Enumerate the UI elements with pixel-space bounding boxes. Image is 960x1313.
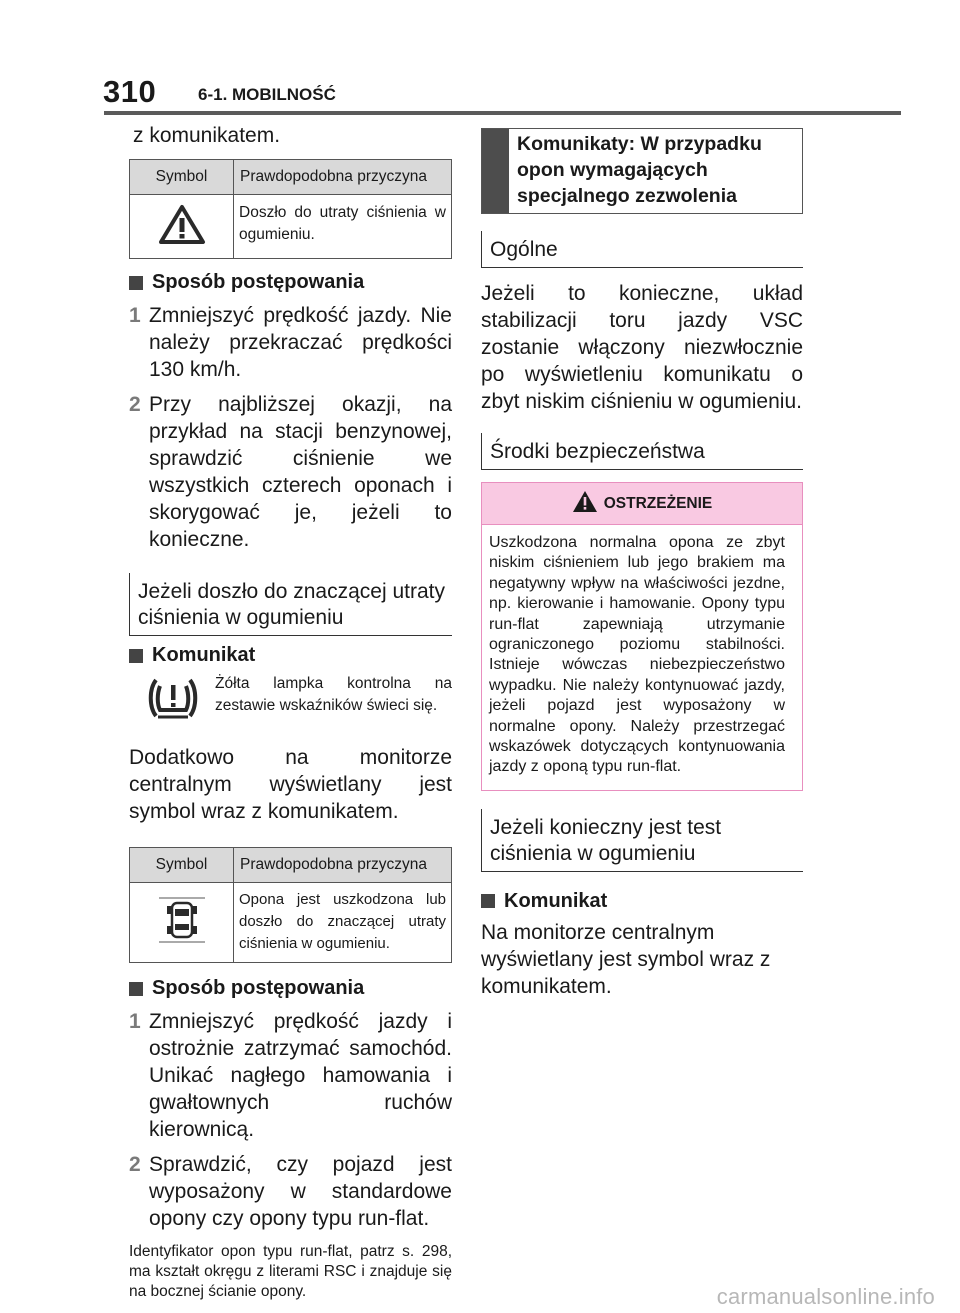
table-header-cause: Prawdopodobna przyczyna [234, 848, 452, 883]
warning-text: Uszkodzona normalna opona ze zbyt niskim ciśnieniem lub jego brakiem ma negatywny wpływ na właściwości jezdne, np. kierowanie i hamowanie. Opony typu run-flat zapewniają utrzymanie ograniczonego poziomu stabilności. Istnieje wówczas niebezpieczeństwo wypadku. Nie należy kontynuować jazdy, jeżeli pojazd jest wyposażony w normalne opony. Należy przestrzegać wskazówek dotyczących kontynuowania jazdy z oponą typu run-flat. [489, 534, 785, 776]
step-item [129, 302, 452, 383]
car-tire-damage-icon [130, 883, 234, 963]
lamp-text: Żółta lampka kontrolna na zestawie wskaźników świeci się. [215, 675, 452, 714]
bullet-square-icon [129, 276, 143, 290]
subheading-general: Ogólne [481, 231, 803, 268]
message-heading-right [481, 890, 803, 913]
bullet-square-icon [129, 649, 143, 663]
message-heading-text: Komunikat [152, 644, 256, 666]
step-text: Przy najbliższej okazji, na przykład na stacji benzynowej, sprawdzić ciśnienie we wszystkich czterech oponach i skorygować je, jeżeli to konieczne. [149, 393, 452, 551]
warning-box [481, 482, 803, 791]
step-item [129, 1008, 452, 1143]
warning-header [482, 483, 802, 525]
section-box-bar [482, 129, 509, 213]
procedure-heading-text: Sposób postępowania [152, 977, 365, 999]
warning-triangle-icon [130, 195, 234, 259]
run-flat-note: Identyfikator opon typu run-flat, patrz s. 298, ma kształt okręgu z literami RSC i znajduje się na bocznej ścianie opony. [129, 1243, 452, 1300]
subheading-safety: Środki bezpieczeństwa [481, 433, 803, 470]
general-text: Jeżeli to konieczne, układ stabilizacji toru jazdy VSC zostanie włączony niezwłocznie po wyświetleniu komunikatu o zbyt niskim ciśnieniu w ogumieniu. [481, 282, 803, 413]
symbol-table-1 [129, 159, 452, 259]
step-text: Zmniejszyć prędkość jazdy. Nie należy przekraczać prędkości 130 km/h. [149, 304, 452, 381]
section-box-title: Komunikaty: W przypadku opon wymagających specjalnego zezwolenia [517, 133, 762, 207]
step-text: Zmniejszyć prędkość jazdy i ostrożnie zatrzymać samochód. Unikać nagłego hamowania i gwałtownych ruchów kierownicą. [149, 1010, 452, 1141]
step-number: 2 [129, 393, 141, 416]
step-number: 2 [129, 1153, 141, 1176]
step-text: Sprawdzić, czy pojazd jest wyposażony w standardowe opony czy opony typu run-flat. [149, 1153, 452, 1230]
bullet-square-icon [129, 982, 143, 996]
procedure-heading-2 [129, 977, 452, 1000]
warning-label: OSTRZEŻENIE [603, 494, 713, 512]
table-cause-cell: Opona jest uszkodzona lub doszło do znaczącej utraty ciśnienia w ogumieniu. [234, 883, 452, 963]
table-cause-cell: Doszło do utraty ciśnienia w ogumieniu. [234, 195, 452, 259]
section-box [481, 128, 803, 214]
table-header-cause: Prawdopodobna przyczyna [234, 160, 452, 195]
message-heading-text: Komunikat [504, 889, 608, 912]
step-item [129, 1151, 452, 1232]
step-number: 1 [129, 1010, 141, 1033]
procedure-heading-1 [129, 271, 452, 294]
footer-brand: carmanualsonline.info [716, 1284, 935, 1309]
bullet-square-icon [481, 894, 495, 908]
subheading-pressure-test: Jeżeli konieczny jest test ciśnienia w ogumieniu [481, 809, 803, 872]
warning-triangle-icon [572, 490, 598, 518]
intro-text: z komunikatem. [133, 124, 281, 147]
tire-pressure-warning-icon [129, 673, 215, 728]
section-title: 6-1. MOBILNOŚĆ [198, 85, 336, 104]
page-number: 310 [103, 74, 157, 109]
message-heading [129, 644, 452, 667]
subheading-pressure-loss: Jeżeli doszło do znaczącej utraty ciśnienia w ogumieniu [129, 573, 452, 636]
message-text: Na monitorze centralnym wyświetlany jest symbol wraz z komunikatem. [481, 920, 771, 998]
header-rule [104, 111, 901, 115]
left-column [129, 122, 452, 1302]
right-column [481, 128, 803, 1000]
table-header-symbol: Symbol [130, 160, 234, 195]
message-lamp-row [129, 673, 452, 728]
step-item [129, 391, 452, 553]
symbol-table-2 [129, 847, 452, 963]
step-number: 1 [129, 304, 141, 327]
procedure-heading-text: Sposób postępowania [152, 271, 365, 293]
table-header-symbol: Symbol [130, 848, 234, 883]
monitor-text: Dodatkowo na monitorze centralnym wyświetlany jest symbol wraz z komunikatem. [129, 746, 452, 823]
